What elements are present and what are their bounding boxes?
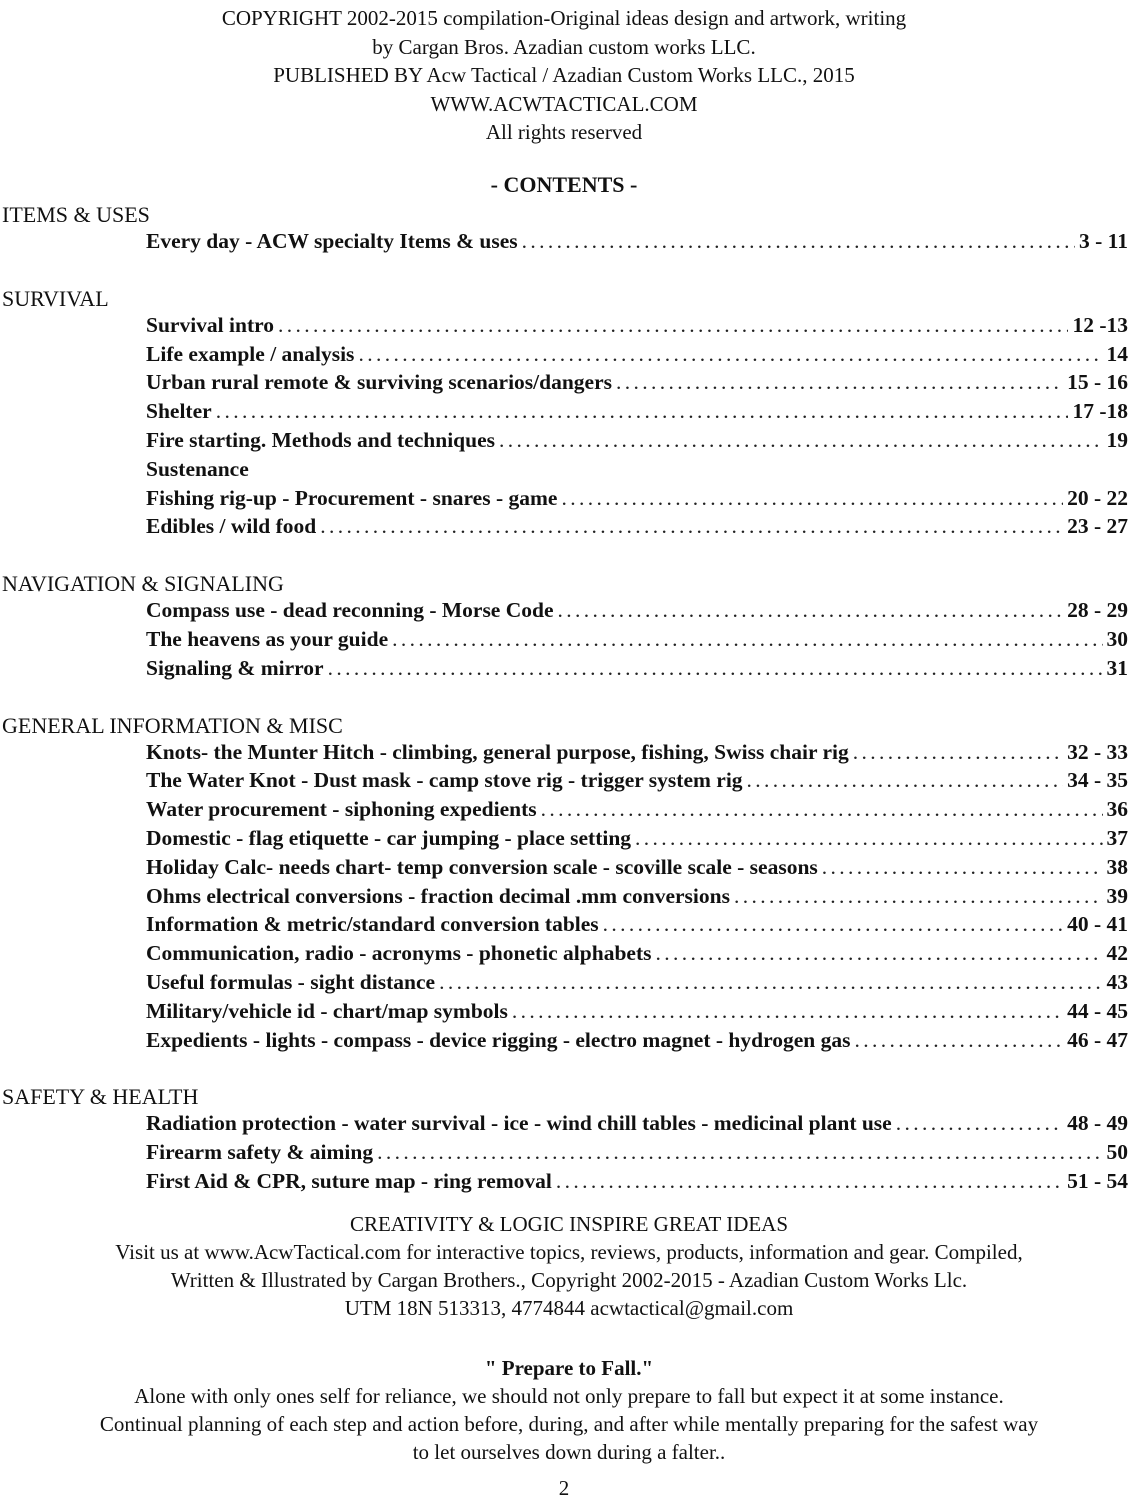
entry-pages: 28 - 29 — [1067, 598, 1128, 623]
entry-pages: 39 — [1106, 883, 1128, 908]
entry-title: The Water Knot - Dust mask - camp stove rig - trigger system rig — [146, 768, 743, 793]
dot-leader — [655, 941, 1102, 966]
toc-entry — [0, 999, 1128, 1028]
dot-leader — [512, 999, 1063, 1024]
toc-entry — [0, 797, 1128, 826]
dot-leader — [358, 342, 1102, 367]
entry-title: Shelter — [146, 399, 212, 424]
dot-leader — [328, 656, 1103, 681]
dot-leader — [556, 1169, 1063, 1194]
entry-pages: 36 — [1106, 797, 1128, 822]
entry-title: Survival intro — [146, 312, 275, 337]
entry-title: First Aid & CPR, suture map - ring removal — [146, 1168, 552, 1193]
dot-leader — [853, 740, 1063, 765]
entry-title: Compass use - dead reconning - Morse Code — [146, 598, 554, 623]
entry-pages: 15 - 16 — [1067, 370, 1128, 395]
entry-pages: 40 - 41 — [1067, 912, 1128, 937]
toc-entry — [0, 768, 1128, 797]
toc-entry — [0, 1169, 1128, 1198]
quote-line: Alone with only ones self for reliance, we should not only prepare to fall but expect it at some instance. — [134, 1384, 1004, 1408]
header-line: PUBLISHED BY Acw Tactical / Azadian Custom Works LLC., 2015 — [273, 63, 855, 87]
dot-leader — [635, 826, 1102, 851]
quote-title: " Prepare to Fall." — [484, 1356, 654, 1380]
toc-entry — [0, 1111, 1128, 1140]
quote-line: Continual planning of each step and action before, during, and after while mentally preparing for the safest way — [99, 1412, 1039, 1436]
section-title: ITEMS & USES — [2, 202, 150, 227]
dot-leader — [522, 229, 1075, 254]
dot-leader — [896, 1111, 1063, 1136]
entry-pages: 38 — [1106, 854, 1128, 879]
dot-leader — [216, 399, 1069, 424]
entry-title: Ohms electrical conversions - fraction decimal .mm conversions — [146, 883, 730, 908]
entry-title: Signaling & mirror — [146, 655, 324, 680]
toc-entry — [0, 826, 1128, 855]
entry-title: Fire starting. Methods and techniques — [146, 427, 495, 452]
entry-pages: 46 - 47 — [1067, 1027, 1128, 1052]
toc-entry — [0, 627, 1128, 656]
entry-pages: 30 — [1106, 626, 1128, 651]
table-of-contents — [0, 200, 1128, 1224]
entry-title: Urban rural remote & surviving scenarios/dangers — [146, 370, 612, 395]
visit-line: Visit us at www.AcwTactical.com for interactive topics, reviews, products, information and gear. Compiled, — [115, 1240, 1023, 1264]
toc-section — [0, 284, 1128, 543]
quote-line: to let ourselves down during a falter.. — [412, 1440, 726, 1464]
toc-entry — [0, 313, 1128, 342]
toc-entry — [0, 941, 1128, 970]
toc-entry — [0, 855, 1128, 884]
toc-section — [0, 569, 1128, 684]
entry-title: The heavens as your guide — [146, 626, 389, 651]
toc-entry — [0, 342, 1128, 371]
header-line: WWW.ACWTACTICAL.COM — [430, 91, 698, 116]
entry-title: Life example / analysis — [146, 341, 355, 366]
dot-leader — [439, 970, 1102, 995]
toc-entry — [0, 970, 1128, 999]
dot-leader — [278, 313, 1068, 338]
entry-pages: 32 - 33 — [1067, 739, 1128, 764]
section-title: SURVIVAL — [2, 285, 109, 311]
entry-title: Fishing rig-up - Procurement - snares - game — [146, 485, 558, 510]
dot-leader — [392, 627, 1102, 652]
entry-title: Firearm safety & aiming — [146, 1140, 374, 1165]
toc-entry — [0, 457, 1128, 486]
entry-pages: 31 — [1106, 655, 1128, 680]
section-title: NAVIGATION & SIGNALING — [2, 571, 284, 597]
toc-entry — [0, 486, 1128, 515]
entry-pages: 42 — [1106, 941, 1128, 966]
entry-pages: 51 - 54 — [1067, 1168, 1128, 1193]
page-number: 2 — [558, 1476, 570, 1500]
toc-entry — [0, 598, 1128, 627]
entry-pages: 48 - 49 — [1067, 1111, 1128, 1136]
toc-entry — [0, 399, 1128, 428]
dot-leader — [320, 514, 1063, 539]
toc-section — [0, 1082, 1128, 1197]
entry-title: Edibles / wild food — [146, 514, 317, 539]
copyright-header — [0, 4, 1128, 147]
toc-section — [0, 711, 1128, 1057]
entry-title: Communication, radio - acronyms - phonetic alphabets — [146, 941, 652, 966]
entry-title: Radiation protection - water survival - ice - wind chill tables - medicinal plant use — [146, 1111, 892, 1136]
entry-title: Water procurement - siphoning expedients — [146, 797, 537, 822]
entry-pages: 14 — [1106, 341, 1128, 366]
entry-pages: 19 — [1106, 427, 1128, 452]
entry-pages: 37 — [1106, 825, 1128, 850]
visit-line: UTM 18N 513313, 4774844 acwtactical@gmail.com — [344, 1296, 794, 1320]
entry-pages: 34 - 35 — [1067, 768, 1128, 793]
dot-leader — [822, 855, 1103, 880]
section-title: SAFETY & HEALTH — [2, 1084, 199, 1110]
header-line: COPYRIGHT 2002-2015 compilation-Original ideas design and artwork, writing — [221, 6, 907, 30]
tagline: CREATIVITY & LOGIC INSPIRE GREAT IDEAS — [349, 1212, 789, 1236]
dot-leader — [616, 370, 1063, 395]
dot-leader — [561, 486, 1063, 511]
dot-leader — [558, 598, 1064, 623]
entry-title: Domestic - flag etiquette - car jumping - place setting — [146, 825, 632, 850]
header-line: by Cargan Bros. Azadian custom works LLC. — [372, 34, 756, 59]
entry-pages: 12 -13 — [1072, 312, 1128, 337]
contents-title: - CONTENTS - — [490, 172, 638, 197]
toc-entry — [0, 370, 1128, 399]
section-title: GENERAL INFORMATION & MISC — [2, 712, 343, 738]
dot-leader — [499, 428, 1103, 453]
toc-entry — [0, 229, 1128, 258]
entry-title: Military/vehicle id - chart/map symbols — [146, 998, 508, 1023]
toc-section — [0, 200, 1128, 258]
entry-pages: 17 -18 — [1072, 399, 1128, 424]
toc-entry — [0, 884, 1128, 913]
toc-entry — [0, 656, 1128, 685]
header-line: All rights reserved — [485, 120, 643, 144]
toc-entry — [0, 1140, 1128, 1169]
entry-title: Useful formulas - sight distance — [146, 969, 436, 994]
dot-leader — [734, 884, 1103, 909]
toc-entry — [0, 1028, 1128, 1057]
toc-entry — [0, 514, 1128, 543]
entry-title: Sustenance — [146, 456, 249, 481]
entry-pages: 20 - 22 — [1067, 485, 1128, 510]
toc-entry — [0, 740, 1128, 769]
entry-title: Knots- the Munter Hitch - climbing, general purpose, fishing, Swiss chair rig — [146, 739, 849, 764]
entry-title: Expedients - lights - compass - device rigging - electro magnet - hydrogen gas — [146, 1027, 851, 1052]
dot-leader — [603, 912, 1063, 937]
entry-pages: 43 — [1106, 969, 1128, 994]
footer-quote — [0, 1354, 1138, 1466]
dot-leader — [541, 797, 1103, 822]
entry-pages: 23 - 27 — [1067, 514, 1128, 539]
entry-title: Information & metric/standard conversion tables — [146, 912, 599, 937]
dot-leader — [377, 1140, 1102, 1165]
toc-entry — [0, 428, 1128, 457]
entry-pages: 50 — [1106, 1140, 1128, 1165]
entry-title: Every day - ACW specialty Items & uses — [146, 229, 518, 253]
footer-info — [0, 1210, 1138, 1322]
toc-entry — [0, 912, 1128, 941]
entry-pages: 3 - 11 — [1079, 229, 1128, 253]
dot-leader — [747, 768, 1064, 793]
visit-line: Written & Illustrated by Cargan Brothers., Copyright 2002-2015 - Azadian Custom Works Llc. — [170, 1268, 968, 1292]
entry-pages: 44 - 45 — [1067, 998, 1128, 1023]
dot-leader — [854, 1028, 1063, 1053]
entry-title: Holiday Calc- needs chart- temp conversion scale - scoville scale - seasons — [146, 854, 818, 879]
